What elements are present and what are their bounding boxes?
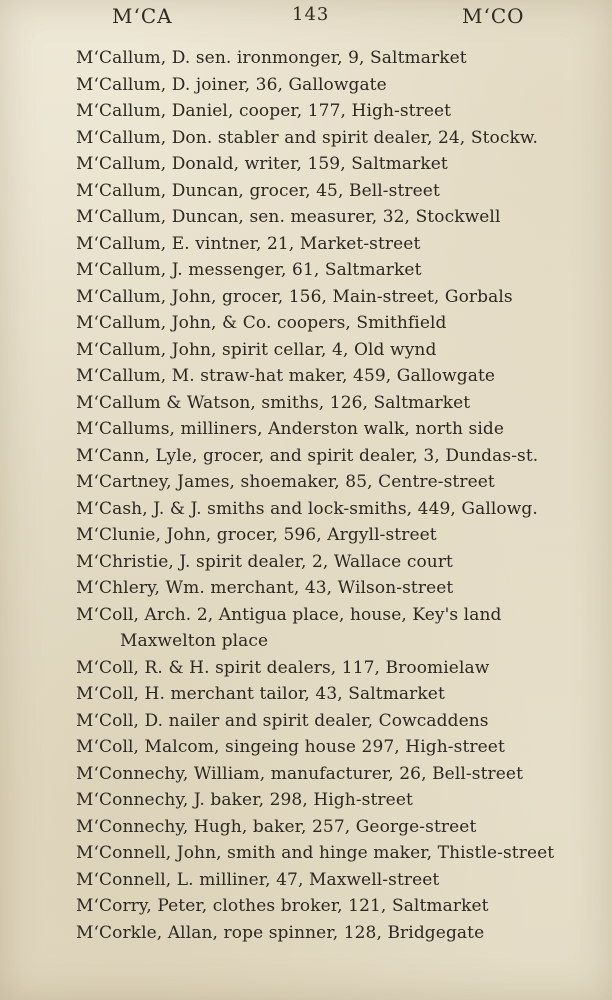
- directory-entry: M‘Callum, Donald, writer, 159, Saltmarket: [76, 154, 448, 174]
- page-number: 143: [292, 4, 330, 25]
- directory-entry: M‘Cash, J. & J. smiths and lock-smiths, 449, Gallowg.: [76, 498, 538, 519]
- directory-entry: M‘Callum, Don. stabler and spirit dealer, 24, Stockw.: [76, 127, 538, 148]
- directory-entry: M‘Chlery, Wm. merchant, 43, Wilson-street: [76, 578, 454, 598]
- directory-entry: M‘Clunie, John, grocer, 596, Argyll-street: [76, 525, 437, 545]
- directory-entry: M‘Callum, John, & Co. coopers, Smithfield: [76, 313, 447, 333]
- directory-entry: M‘Callum, M. straw-hat maker, 459, Gallowgate: [76, 366, 496, 386]
- directory-entry: M‘Coll, Arch. 2, Antigua place, house, Key's land: [76, 604, 502, 625]
- directory-entry: M‘Corry, Peter, clothes broker, 121, Saltmarket: [76, 896, 489, 916]
- directory-entry: M‘Cartney, James, shoemaker, 85, Centre-street: [76, 472, 495, 492]
- directory-entry: M‘Callum, Daniel, cooper, 177, High-street: [76, 101, 452, 121]
- directory-entry: M‘Connechy, William, manufacturer, 26, Bell-street: [76, 763, 523, 784]
- directory-entries: [76, 45, 576, 946]
- directory-entry: M‘Coll, D. nailer and spirit dealer, Cowcaddens: [76, 710, 489, 731]
- directory-entry: M‘Callum, Duncan, grocer, 45, Bell-street: [76, 180, 440, 201]
- directory-entry: M‘Callum & Watson, smiths, 126, Saltmarket: [76, 392, 471, 413]
- running-head: [0, 4, 612, 34]
- directory-entry: M‘Callum, D. sen. ironmonger, 9, Saltmarket: [76, 48, 467, 68]
- directory-entry: M‘Coll, Malcom, singeing house 297, High-street: [76, 737, 505, 757]
- directory-entry: M‘Callum, D. joiner, 36, Gallowgate: [76, 74, 387, 95]
- directory-entry: M‘Cann, Lyle, grocer, and spirit dealer, 3, Dundas-st.: [76, 445, 539, 466]
- directory-entry-continuation: Maxwelton place: [120, 631, 269, 651]
- directory-entry: M‘Callums, milliners, Anderston walk, north side: [76, 419, 505, 439]
- directory-entry: M‘Corkle, Allan, rope spinner, 128, Bridgegate: [76, 922, 485, 943]
- directory-entry: M‘Callum, J. messenger, 61, Saltmarket: [76, 260, 422, 280]
- directory-entry: M‘Connell, John, smith and hinge maker, Thistle-street: [76, 843, 555, 863]
- directory-entry: M‘Callum, Duncan, sen. measurer, 32, Stockwell: [76, 207, 501, 227]
- directory-entry: M‘Coll, R. & H. spirit dealers, 117, Broomielaw: [76, 657, 490, 678]
- directory-entry: M‘Callum, John, grocer, 156, Main-street, Gorbals: [76, 286, 513, 307]
- directory-entry: M‘Connell, L. milliner, 47, Maxwell-street: [76, 869, 440, 890]
- directory-entry: M‘Callum, John, spirit cellar, 4, Old wynd: [76, 339, 437, 360]
- directory-entry: M‘Connechy, Hugh, baker, 257, George-street: [76, 816, 477, 837]
- directory-entry: M‘Callum, E. vintner, 21, Market-street: [76, 233, 421, 254]
- directory-entry: M‘Coll, H. merchant tailor, 43, Saltmarket: [76, 684, 445, 704]
- running-head-left: M‘CA: [112, 4, 173, 28]
- directory-entry: M‘Christie, J. spirit dealer, 2, Wallace court: [76, 551, 453, 572]
- running-head-right: M‘CO: [462, 4, 525, 28]
- directory-entry: M‘Connechy, J. baker, 298, High-street: [76, 790, 413, 810]
